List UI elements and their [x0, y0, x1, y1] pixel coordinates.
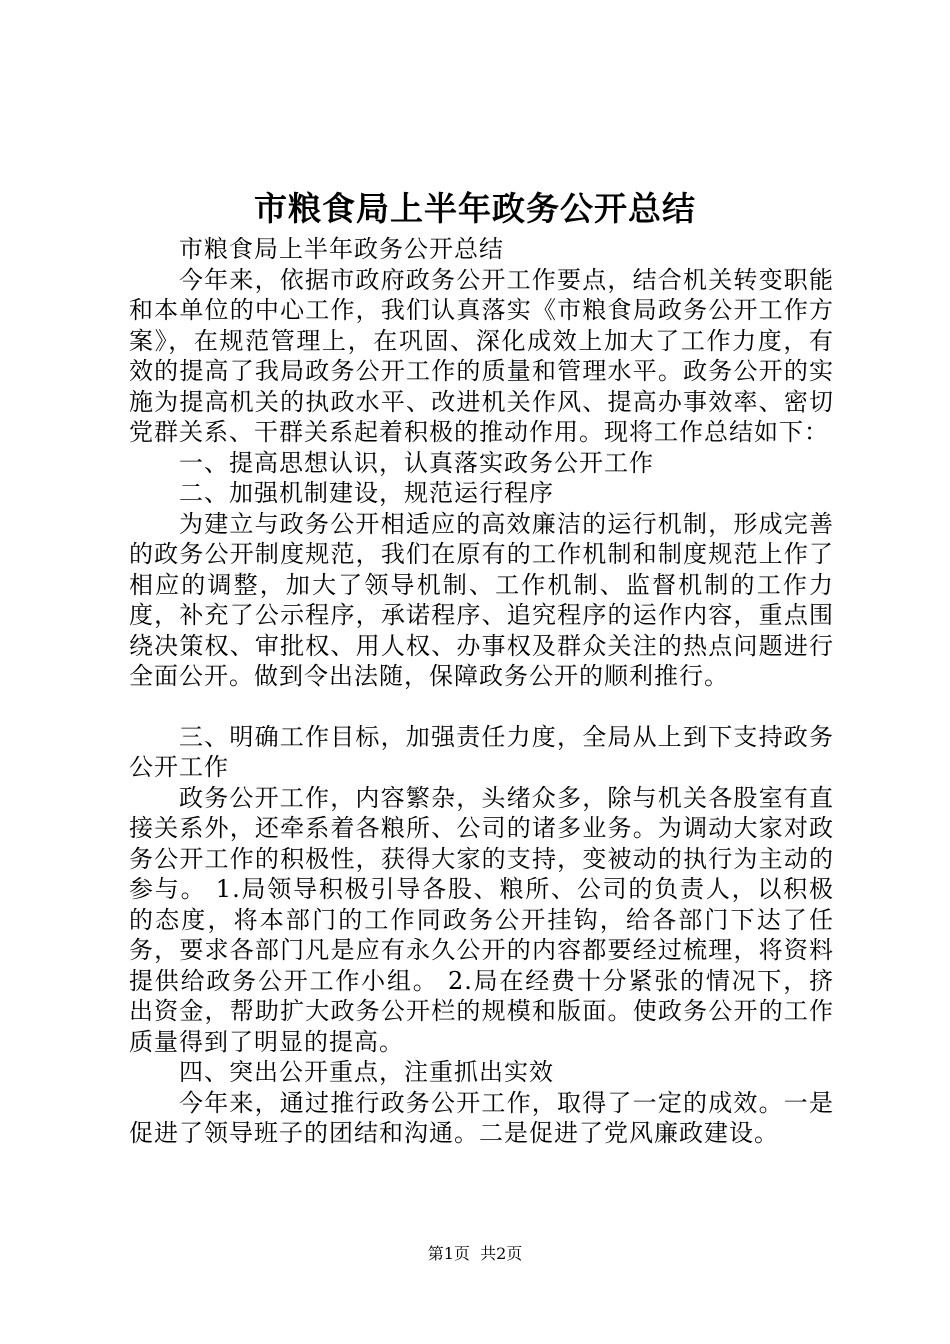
paragraph-section-4: 今年来，通过推行政务公开工作，取得了一定的成效。一是促进了领导班子的团结和沟通。二是促进了党风廉政建设。: [129, 1088, 834, 1147]
page-footer: [0, 1244, 950, 1264]
paragraph-subtitle: 市粮食局上半年政务公开总结: [179, 235, 504, 263]
section-heading-4: 四、突出公开重点，注重抓出实效: [179, 1058, 554, 1086]
section-heading-2: 二、加强机制建设，规范运行程序: [179, 479, 554, 507]
section-heading-1: 一、提高思想认识，认真落实政务公开工作: [179, 448, 654, 477]
section-heading-3: 三、明确工作目标，加强责任力度，全局从上到下支持政务公开工作: [129, 722, 834, 781]
page-number: 第1页 共2页: [427, 1244, 523, 1263]
paragraph-section-2: 为建立与政务公开相适应的高效廉洁的运行机制，形成完善的政务公开制度规范，我们在原有的工作机制和制度规范上作了相应的调整，加大了领导机制、工作机制、监督机制的工作力度，补充了公示程序，承诺程序、追究程序的运作内容，重点围绕决策权、审批权、用人权、办事权及群众关注的热点问题进行全面公开。做到令出法随，保障政务公开的顺利推行。: [129, 509, 834, 690]
paragraph-section-3: 政务公开工作，内容繁杂，头绪众多，除与机关各股室有直接关系外，还牵系着各粮所、公司的诸多业务。为调动大家对政务公开工作的积极性，获得大家的支持，变被动的执行为主动的参与。 1.局领导积极引导各股、粮所、公司的负责人，以积极的态度，将本部门的工作同政务公开挂钩，给各部门下达了任务，要求各部门凡是应有永久公开的内容都要经过梳理，将资料提供给政务公开工作小组。 2.局在经费十分紧张的情况下，挤出资金，帮助扩大政务公开栏的规模和版面。使政务公开的工作质量得到了明显的提高。: [129, 783, 834, 1056]
document-body: [129, 234, 834, 1149]
document-title: 市粮食局上半年政务公开总结: [254, 189, 696, 228]
paragraph-intro: 今年来，依据市政府政务公开工作要点，结合机关转变职能和本单位的中心工作，我们认真落实《市粮食局政务公开工作方案》，在规范管理上，在巩固、深化成效上加大了工作力度，有效的提高了我局政务公开工作的质量和管理水平。政务公开的实施为提高机关的执政水平、改进机关作风、提高办事效率、密切党群关系、干群关系起着积极的推动作用。现将工作总结如下：: [129, 265, 834, 446]
